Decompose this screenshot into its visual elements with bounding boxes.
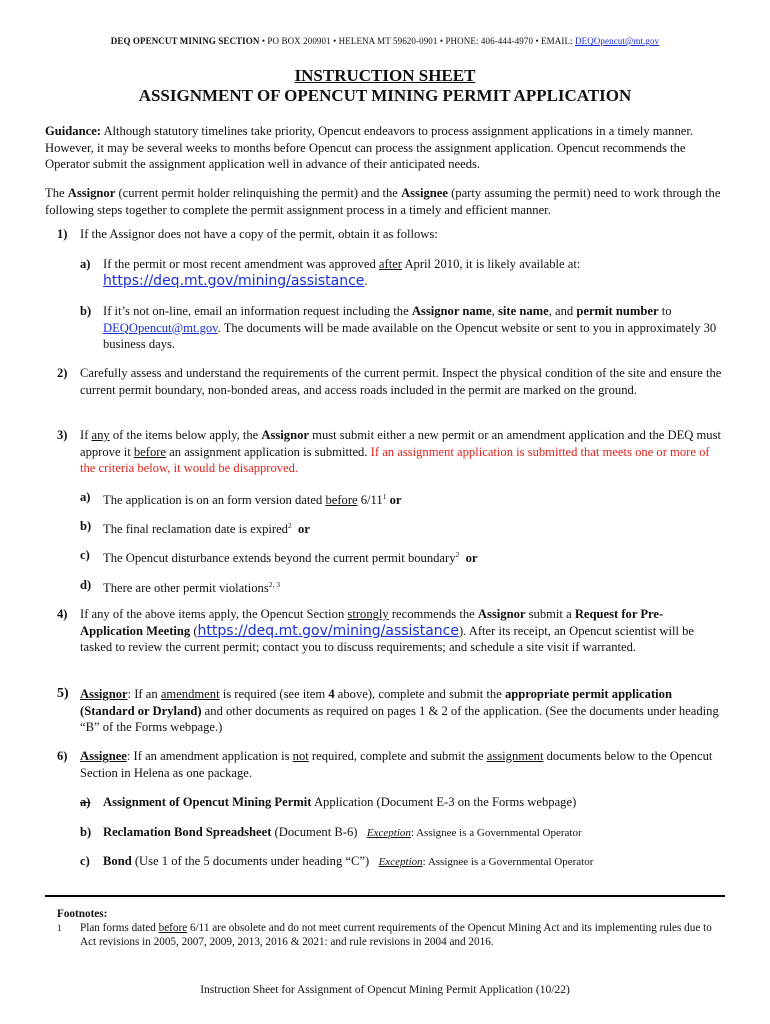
- substep-text: . The documents will be made available on the Opencut website or sent to you in approximately 30 business days.: [103, 320, 717, 351]
- substep-text: If it’s not on-line, email an information request including the: [103, 304, 412, 318]
- substep-text: .: [364, 273, 368, 288]
- step-number: 3): [57, 428, 68, 442]
- letterhead: [0, 36, 770, 46]
- step-6a: [80, 794, 725, 811]
- intro-paragraph: [45, 185, 725, 218]
- step-text: submit a: [525, 607, 575, 621]
- doc-assignment-application: Assignment of Opencut Mining Permit: [103, 795, 312, 809]
- step-text: recommends the: [388, 607, 478, 621]
- substep-label: b): [80, 304, 92, 318]
- step-3d: [80, 577, 725, 597]
- org-name: DEQ OPENCUT MINING SECTION: [110, 36, 260, 46]
- footnote-ref: 2, 3: [268, 580, 281, 589]
- footnote-text: Plan forms dated: [80, 922, 159, 934]
- substep-text: If the permit or most recent amendment was approved: [103, 257, 379, 271]
- footnote-number: 1: [57, 923, 62, 933]
- assistance-link[interactable]: https://deq.mt.gov/mining/assistance: [103, 272, 365, 289]
- or-connector: or: [386, 493, 402, 508]
- doc-reclamation-bond-spreadsheet: Reclamation Bond Spreadsheet: [103, 825, 272, 839]
- footnote-ref: 2: [287, 521, 292, 530]
- intro-assignee: Assignee: [401, 186, 448, 200]
- step-text: above), complete and submit the: [334, 687, 505, 701]
- step-text: If any of the above items apply, the Opencut Section: [80, 607, 348, 621]
- substep-text: Application (Document E-3 on the Forms webpage): [311, 795, 577, 809]
- opencut-email-link[interactable]: DEQOpencut@mt.gov: [103, 320, 218, 335]
- or-connector: or: [465, 551, 478, 566]
- or-connector: or: [298, 522, 310, 537]
- substep-text: ,: [491, 304, 499, 318]
- step-3b: [80, 518, 725, 538]
- exception-text: : Assignee is a Governmental Operator: [410, 827, 582, 839]
- step-text: (: [190, 623, 198, 638]
- footnotes: [57, 908, 725, 922]
- substep-label: d): [80, 578, 92, 592]
- step-number: 5): [57, 686, 69, 701]
- step-text: is required (see item: [219, 687, 329, 701]
- footnote-1: [57, 922, 725, 949]
- footnote-ref: 1: [382, 492, 387, 501]
- intro-assignor: Assignor: [67, 186, 116, 200]
- guidance-text: Although statutory timelines take priority, Opencut endeavors to process assignment applications in a timely manner. However, it may be several weeks to months before Opencut can process the assignment application. Opencut recommends the Operator submit the assignment application well in advance of their anticipated needs.: [45, 124, 693, 171]
- role-assignee: Assignee: [80, 749, 127, 763]
- intro-text: (current permit holder relinquishing the permit) and the: [115, 186, 402, 200]
- substep-label: a): [80, 257, 91, 271]
- step-4: [57, 606, 725, 656]
- footnotes-label: Footnotes:: [57, 908, 108, 920]
- step-text: If: [80, 428, 92, 442]
- step-number: 6): [57, 749, 68, 763]
- guidance-paragraph: [45, 123, 725, 173]
- step-text: : If an amendment application is: [126, 749, 293, 763]
- substep-text: The application is on an form version dated: [103, 493, 326, 508]
- disapproval-warning: If an assignment application is submitted that meets one or more of the criteria below, it would be disapproved.: [80, 444, 710, 475]
- substep-text: , and: [548, 304, 577, 318]
- org-address: • PO BOX 200901 • HELENA MT 59620-0901 • PHONE: 406-444-4970 • EMAIL:: [259, 36, 575, 46]
- emphasis-before: before: [133, 444, 167, 459]
- item-ref: 4: [328, 687, 335, 701]
- emphasis-strongly: strongly: [347, 607, 389, 621]
- substep-text: (Document B-6): [271, 825, 358, 839]
- header-email-link[interactable]: DEQOpencut@mt.gov: [575, 36, 660, 46]
- substep-text: The final reclamation date is expired: [103, 522, 288, 537]
- keyword-assignor-name: Assignor name: [411, 304, 492, 318]
- substep-text: (Use 1 of the 5 documents under heading “C”): [131, 854, 370, 868]
- step-number: 2): [57, 366, 68, 380]
- emphasis-before: before: [158, 922, 188, 934]
- keyword-assignor: Assignor: [477, 607, 526, 621]
- emphasis-amendment: amendment: [160, 687, 220, 701]
- substep-text: 6/11: [357, 493, 383, 508]
- step-1b: [80, 303, 725, 353]
- keyword-pre-application-meeting: Request for Pre-Application Meeting: [80, 607, 664, 638]
- step-text: must submit either a new permit or an amendment application and the DEQ must approve it: [80, 428, 721, 459]
- page-title: INSTRUCTION SHEET: [294, 66, 476, 85]
- role-assignor: Assignor: [80, 687, 128, 701]
- step-text: : If an: [127, 687, 161, 701]
- keyword-site-name: site name: [498, 304, 549, 318]
- step-6b: [80, 824, 725, 842]
- emphasis-any: any: [91, 428, 110, 442]
- intro-text: The: [45, 186, 68, 200]
- step-3: [57, 427, 725, 477]
- step-3a: [80, 489, 725, 509]
- keyword-permit-application: appropriate permit application (Standard or Dryland): [80, 687, 672, 718]
- substep-label: b): [80, 519, 92, 533]
- substep-text: There are other permit violations: [103, 581, 269, 596]
- substep-label: a): [80, 490, 91, 504]
- step-text: of the items below apply, the: [109, 428, 262, 442]
- step-text: required, complete and submit the: [308, 749, 487, 763]
- page-subtitle: ASSIGNMENT OF OPENCUT MINING PERMIT APPLICATION: [138, 86, 632, 105]
- step-1-text: If the Assignor does not have a copy of the permit, obtain it as follows:: [80, 227, 438, 241]
- substep-text: The Opencut disturbance extends beyond the current permit boundary: [103, 551, 456, 566]
- assistance-link[interactable]: https://deq.mt.gov/mining/assistance: [197, 622, 459, 639]
- footnote-divider: [45, 895, 725, 897]
- step-text: an assignment application is submitted.: [166, 444, 371, 459]
- doc-bond: Bond: [103, 854, 132, 868]
- step-6: [57, 748, 725, 781]
- substep-label: b): [80, 825, 92, 839]
- step-text: and other documents as required on pages 1 & 2 of the application. (See the documents under heading “B” of the Forms webpage.): [80, 703, 719, 734]
- keyword-permit-number: permit number: [576, 304, 659, 318]
- intro-text: (party assuming the permit) need to work through the following steps together to complete the permit assignment process in a timely and efficient manner.: [45, 186, 721, 217]
- guidance-label: Guidance:: [45, 124, 101, 138]
- step-1: [57, 226, 725, 243]
- step-text: documents below to the Opencut Section in Helena as one package.: [80, 749, 713, 780]
- step-2: [57, 365, 725, 398]
- page-footer: Instruction Sheet for Assignment of Opencut Mining Permit Application (10/22): [200, 984, 570, 996]
- emphasis-after: after: [378, 257, 402, 271]
- substep-label: c): [80, 854, 90, 868]
- emphasis-assignment: assignment: [486, 749, 544, 763]
- step-2-text: Carefully assess and understand the requirements of the current permit. Inspect the physical condition of the site and ensure the current permit boundary, non-bonded areas, and access roads included in the permit are marked on the ground.: [80, 366, 722, 397]
- step-number: 1): [57, 227, 68, 241]
- substep-label: c): [80, 548, 90, 562]
- step-3c: [80, 547, 725, 567]
- keyword-assignor: Assignor: [261, 428, 309, 442]
- footnote-text: 6/11 are obsolete and do not meet current requirements of the Opencut Mining Act and its implementing rules due to Act revisions in 2005, 2007, 2009, 2013, 2016 & 2021: and rule revisions in 2004 and 2016.: [80, 922, 712, 948]
- step-1a: [80, 256, 725, 289]
- substep-text: to: [658, 304, 672, 318]
- exception-label: Exception: [366, 827, 411, 839]
- footnote-ref: 2: [455, 550, 460, 559]
- substep-text: April 2010, it is likely available at:: [402, 257, 581, 271]
- step-5: [57, 686, 725, 736]
- substep-label: a): [80, 795, 91, 809]
- step-text: ). After its receipt, an Opencut scientist will be tasked to review the current permit; contact you to discuss requirements; and schedule a site visit if warranted.: [80, 623, 694, 654]
- step-6c: [80, 853, 725, 871]
- step-number: 4): [57, 607, 68, 621]
- emphasis-not: not: [292, 749, 309, 763]
- emphasis-before: before: [325, 493, 358, 508]
- exception-label: Exception: [378, 856, 423, 868]
- exception-text: : Assignee is a Governmental Operator: [422, 856, 594, 868]
